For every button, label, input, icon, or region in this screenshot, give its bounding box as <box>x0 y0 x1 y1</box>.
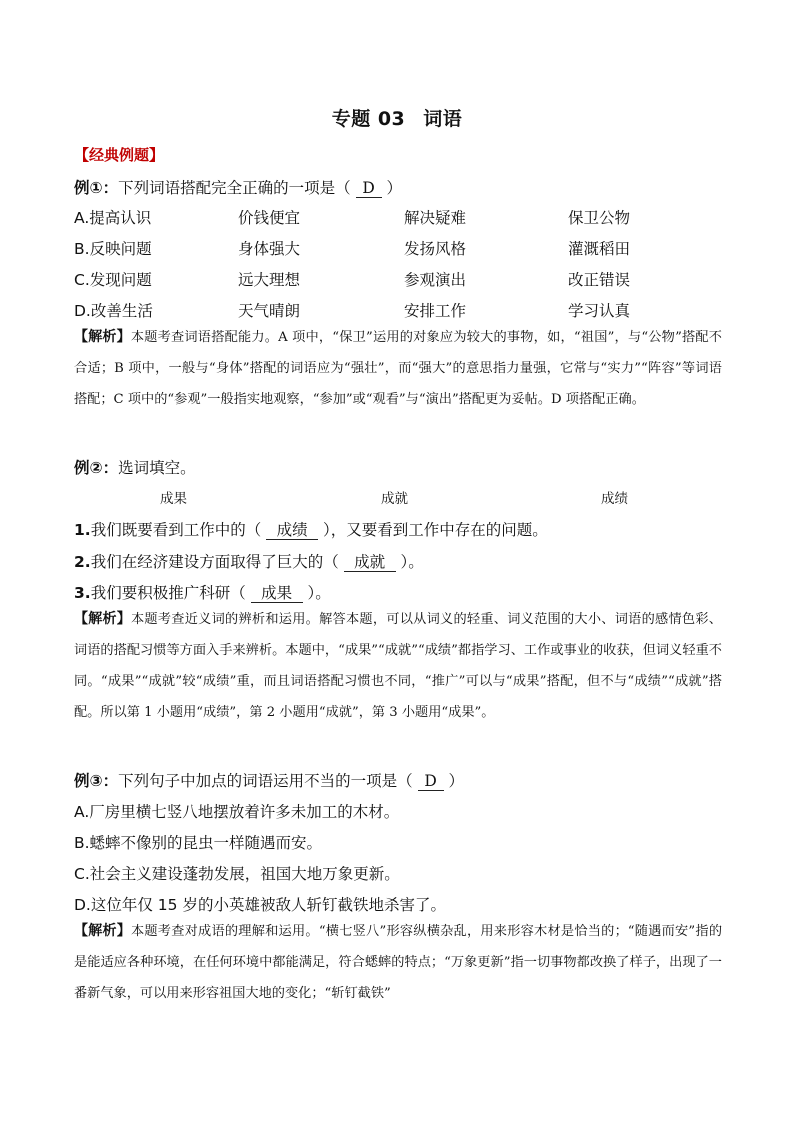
ex1-close: ） <box>381 179 402 197</box>
ex3-label: 例③： <box>74 772 119 790</box>
option-letter: D. <box>74 302 91 320</box>
ex1-question-text: 下列词语搭配完全正确的一项是（ <box>118 179 356 197</box>
ex3-close: ） <box>443 772 464 790</box>
option-word: 保卫公物 <box>568 209 631 227</box>
option-letter: B. <box>74 240 90 258</box>
item-text: ），又要看到工作中存在的问题。 <box>318 521 548 539</box>
ex3-answer: D <box>418 773 444 791</box>
ex1-analysis <box>74 322 722 415</box>
option-word: 安排工作 <box>404 302 467 320</box>
section-label: 【经典例题】 <box>74 146 165 164</box>
ex2-item-1 <box>74 518 548 540</box>
ex3-question-text: 下列句子中加点的词语运用不当的一项是（ <box>118 772 418 790</box>
ex2-question-text: 选词填空。 <box>118 459 196 477</box>
analysis-tag: 【解析】 <box>74 329 131 345</box>
ex1-answer: D <box>356 180 382 198</box>
option-word: 提高认识 <box>89 209 152 227</box>
item-text: 我们在经济建设方面取得了巨大的（ <box>90 553 344 571</box>
option-cell <box>74 268 152 290</box>
ex1-option-c <box>74 268 714 290</box>
word-choice: 成就 <box>381 491 408 507</box>
ex2-analysis <box>74 604 722 728</box>
option-word: 学习认真 <box>568 302 631 320</box>
ex2-question <box>74 456 196 478</box>
title-topic: 词语 <box>423 108 463 130</box>
option-cell <box>74 237 152 259</box>
analysis-tag: 【解析】 <box>74 923 131 939</box>
analysis-tag: 【解析】 <box>74 611 131 627</box>
option-word: 价钱便宜 <box>238 209 301 227</box>
option-word: 解决疑难 <box>404 209 467 227</box>
ex3-question <box>74 769 464 791</box>
item-number: 2. <box>74 553 91 571</box>
option-word: 发现问题 <box>89 271 152 289</box>
option-cell <box>74 299 153 321</box>
item-text: ）。 <box>302 584 331 602</box>
option-word: 发扬风格 <box>404 240 467 258</box>
page-title <box>0 104 794 131</box>
item-text: ）。 <box>395 553 424 571</box>
item-text: 我们既要看到工作中的（ <box>90 521 267 539</box>
option-letter: A. <box>74 209 90 227</box>
option-cell <box>74 206 151 228</box>
item-text: 我们要积极推广科研（ <box>90 584 251 602</box>
option-word: 改正错误 <box>568 271 631 289</box>
ex1-label: 例①： <box>74 179 119 197</box>
ex2-item-2 <box>74 550 424 572</box>
word-choice: 成绩 <box>601 491 628 507</box>
analysis-text: 本题考查对成语的理解和运用。“横七竖八”形容纵横杂乱，用来形容木材是恰当的；“随遇而安”指的是能适应各种环境，在任何环境中都能满足，符合蟋蟀的特点；“万象更新”指一切事物都改换了样子，出现了一番新气象，可以用来形容祖国大地的变化；“斩钉截铁” <box>74 924 723 1001</box>
ex1-option-a <box>74 206 714 228</box>
ex3-option-b: B.蟋蟀不像别的昆虫一样随遇而安。 <box>74 834 323 852</box>
option-word: 参观演出 <box>404 271 467 289</box>
ex3-analysis <box>74 916 722 1009</box>
ex3-option-a: A.厂房里横七竖八地摆放着许多未加工的木材。 <box>74 803 400 821</box>
option-letter: C. <box>74 271 90 289</box>
item-number: 1. <box>74 521 91 539</box>
ex1-question <box>74 176 402 198</box>
option-word: 反映问题 <box>89 240 152 258</box>
option-word: 灌溉稻田 <box>568 240 631 258</box>
item-number: 3. <box>74 584 91 602</box>
option-word: 身体强大 <box>238 240 301 258</box>
ex3-option-d: D.这位年仅 15 岁的小英雄被敌人斩钉截铁地杀害了。 <box>74 896 446 914</box>
analysis-text: 本题考查近义词的辨析和运用。解答本题，可以从词义的轻重、词义范围的大小、词语的感情色彩、词语的搭配习惯等方面入手来辨析。本题中，“成果”“成就”“成绩”都指学习、工作或事业的收获，但词义轻重不同。“成果”“成就”较“成绩”重，而且词语搭配习惯也不同，“推广”可以与“成果”搭配，但不与“成绩”“成就”搭配。所以第 1 小题用“成绩”，第 2 小题用“成就”，第 3 小题用“成果”。 <box>74 612 722 720</box>
option-word: 天气晴朗 <box>238 302 301 320</box>
analysis-text: 本题考查词语搭配能力。A 项中，“保卫”运用的对象应为较大的事物，如，“祖国”，与“公物”搭配不合适；B 项中，一般与“身体”搭配的词语应为“强壮”，而“强大”的意思指力量强，它常与“实力”“阵容”等词语搭配；C 项中的“参观”一般指实地观察，“参加”或“观看”与“演出”搭配更为妥帖。D 项搭配正确。 <box>74 330 722 407</box>
ex1-option-d <box>74 299 714 321</box>
ex2-answer-1: 成绩 <box>266 522 318 540</box>
ex2-item-3 <box>74 581 331 603</box>
ex2-answer-3: 成果 <box>251 585 303 603</box>
ex2-answer-2: 成就 <box>344 554 396 572</box>
ex3-option-c: C.社会主义建设蓬勃发展，祖国大地万象更新。 <box>74 865 400 883</box>
option-word: 远大理想 <box>238 271 301 289</box>
ex1-option-b <box>74 237 714 259</box>
option-word: 改善生活 <box>90 302 153 320</box>
ex2-label: 例②： <box>74 459 119 477</box>
title-prefix: 专题 03 <box>331 108 406 130</box>
word-choice: 成果 <box>160 491 187 507</box>
